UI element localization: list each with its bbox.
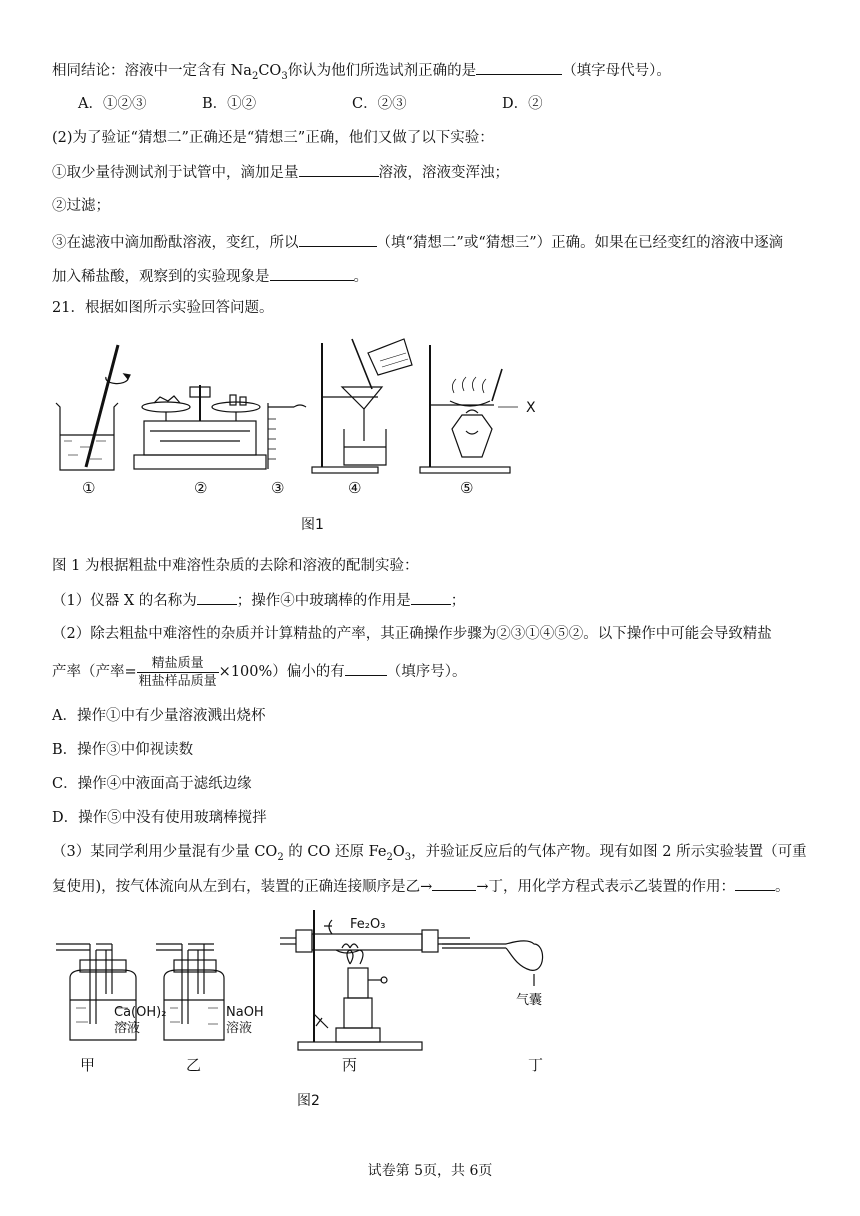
choice-d[interactable]: D．操作⑤中没有使用玻璃棒搅拌 — [52, 810, 267, 826]
answer-blank[interactable] — [299, 232, 377, 247]
label-1: ① — [82, 479, 96, 497]
figure-2-caption: 图2 — [297, 1093, 320, 1109]
choice-c[interactable]: C．操作④中液面高于滤纸边缘 — [52, 776, 252, 792]
answer-blank[interactable] — [345, 661, 387, 676]
step3: ③在滤液中滴加酚酞溶液，变红，所以 （填“猜想二”或“猜想三”）正确。如果在已经变红的溶液中逐滴 — [52, 232, 783, 253]
label-3: ③ — [271, 479, 285, 497]
part2-text: (2)为了验证“猜想二”正确还是“猜想三”正确，他们又做了以下实验： — [52, 130, 494, 146]
bottle-yi — [156, 944, 224, 1040]
label-5: ⑤ — [460, 479, 474, 497]
step3-cont: 加入稀盐酸，观察到的实验现象是 。 — [52, 266, 368, 287]
gas-bag-label: 气囊 — [516, 993, 543, 1008]
q21-part3-cont: 复使用)，按气体流向从左到右，装置的正确连接顺序是乙→ →丁，用化学方程式表示乙装置的作用： 。 — [52, 876, 789, 897]
choice-b[interactable]: B．操作③中仰视读数 — [52, 742, 194, 758]
page-footer: 试卷第 5页，共 6页 — [367, 1163, 493, 1179]
options-row — [78, 94, 543, 114]
caoh-label: Ca(OH)₂ — [114, 1005, 167, 1020]
evaporation-diagram — [420, 345, 518, 473]
naoh-label: NaOH — [226, 1005, 264, 1020]
step1: ①取少量待测试剂于试管中，滴加足量 溶液，溶液变浑浊； — [52, 162, 509, 183]
option-b[interactable]: B．①② — [202, 96, 257, 112]
gas-bag-ding — [442, 941, 543, 986]
naoh-label-2: 溶液 — [226, 1021, 253, 1036]
figure-1-caption: 图1 — [301, 517, 324, 533]
fe2o3-label: Fe₂O₃ — [350, 917, 386, 932]
answer-blank[interactable] — [299, 162, 379, 177]
figure-2 — [50, 904, 560, 1074]
label-4: ④ — [348, 479, 362, 497]
figure-1 — [50, 335, 550, 500]
option-a[interactable]: A．①②③ — [78, 96, 147, 112]
step2: ②过滤； — [52, 198, 110, 214]
beaker-stirring-diagram — [56, 345, 130, 470]
choice-a[interactable]: A．操作①中有少量溶液溅出烧杯 — [52, 708, 266, 724]
balance-diagram — [134, 385, 266, 469]
yield-fraction: $\frac{\text{精盐质量}}{\text{粗盐样品质量}}$ — [138, 655, 217, 689]
label-x: X — [526, 400, 536, 416]
label-2: ② — [194, 479, 208, 497]
answer-blank[interactable] — [432, 876, 476, 891]
q21-part2-cont: 产率（产率= $\frac{\text{精盐质量}}{\text{粗盐样品质量}}$ ×100%）偏小的有 （填序号）。 — [52, 655, 467, 689]
conclusion-line: 相同结论：溶液中一定含有 $Na_2CO_3$你认为他们所选试剂正确的是 （填字母代号）。 — [52, 60, 671, 87]
answer-blank[interactable] — [270, 266, 354, 281]
answer-blank[interactable] — [197, 590, 237, 605]
option-d[interactable]: D．② — [502, 96, 543, 112]
filtration-diagram — [312, 339, 412, 473]
answer-blank[interactable] — [476, 60, 562, 75]
graduated-cylinder-diagram — [268, 403, 306, 469]
q21-part3: （3）某同学利用少量混有少量 $CO_2$ 的 CO 还原 $Fe_2O_3$，并验证反应后的气体产物。现有如图 2 所示实验装置（可重 — [52, 844, 807, 863]
label-bing: 丙 — [342, 1056, 358, 1074]
q21-intro: 图 1 为根据粗盐中难溶性杂质的去除和溶液的配制实验： — [52, 558, 419, 574]
option-c[interactable]: C．②③ — [352, 96, 407, 112]
q21-title: 21．根据如图所示实验回答问题。 — [52, 300, 274, 316]
label-yi: 乙 — [186, 1056, 202, 1074]
label-ding: 丁 — [528, 1056, 544, 1074]
caoh-label-2: 溶液 — [114, 1021, 141, 1036]
label-jia: 甲 — [80, 1056, 96, 1074]
q21-part1: （1）仪器 X 的名称为 ；操作④中玻璃棒的作用是 ； — [52, 590, 465, 611]
answer-blank[interactable] — [735, 876, 775, 891]
q21-part2: （2）除去粗盐中难溶性的杂质并计算精盐的产率，其正确操作步骤为②③①④⑤②。以下操作中可能会导致精盐 — [52, 626, 772, 642]
answer-blank[interactable] — [411, 590, 451, 605]
